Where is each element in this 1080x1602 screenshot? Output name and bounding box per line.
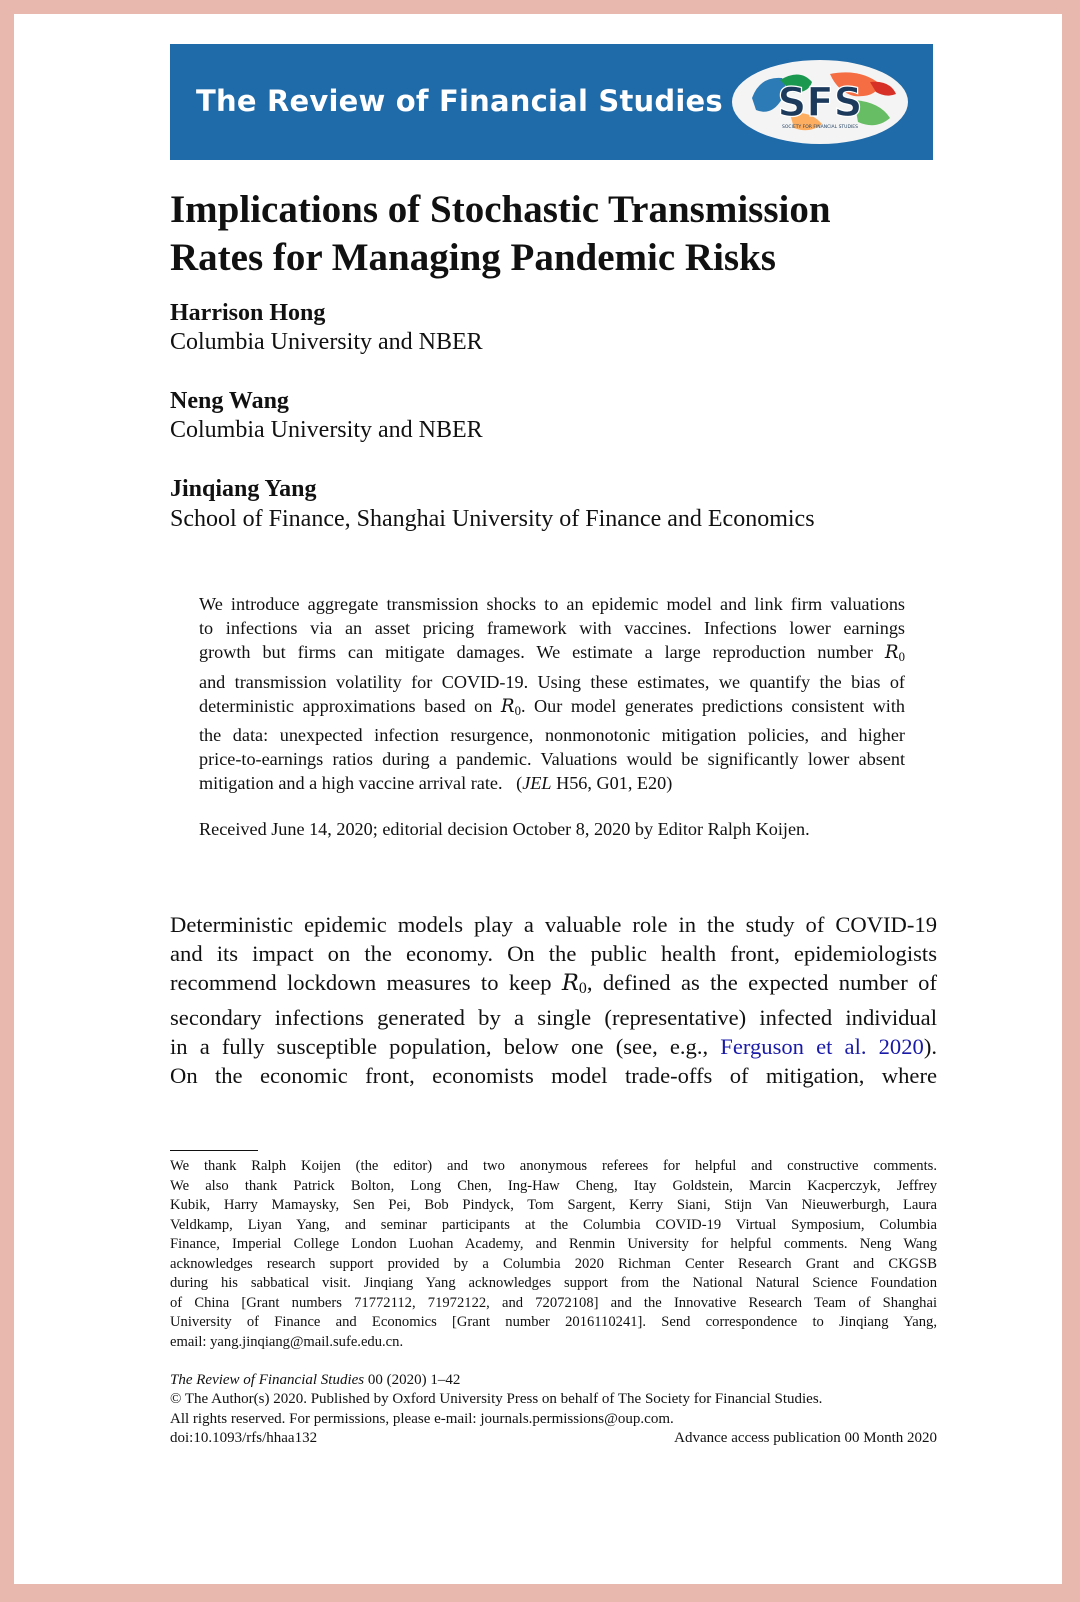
body-line: On the economic front, economists model trade-offs of mitigation, where xyxy=(170,1063,937,1088)
footnote-line: University of Finance and Economics [Grant number 2016110241]. Send correspondence to Jinqiang Yang, xyxy=(170,1314,937,1330)
advance-access: Advance access publication 00 Month 2020 xyxy=(674,1429,937,1446)
citation-link[interactable]: Ferguson et al. 2020 xyxy=(720,1034,924,1059)
author-affiliation-3: School of Finance, Shanghai University of Finance and Economics xyxy=(170,506,815,532)
footnote-line: during his sabbatical visit. Jinqiang Yang acknowledges support from the National Natural Science Foundation xyxy=(170,1275,937,1291)
article-title xyxy=(170,186,937,282)
received-dates: Received June 14, 2020; editorial decision October 8, 2020 by Editor Ralph Koijen. xyxy=(199,819,810,839)
footnote-line: acknowledges research support provided by a Columbia 2020 Richman Center Research Grant and CKGSB xyxy=(170,1255,937,1272)
body-text: recommend lockdown measures to keep xyxy=(170,970,552,995)
body-line: Deterministic epidemic models play a valuable role in the study of COVID-19 xyxy=(170,912,937,937)
abstract xyxy=(199,592,905,796)
r0-subscript: 0 xyxy=(898,650,905,665)
jel-codes: H56, G01, E20) xyxy=(556,773,673,794)
footnote-line: Kubik, Harry Mamaysky, Sen Pei, Bob Pindyck, Tom Sargent, Kerry Siani, Stijn Van Nieuwerburgh, Laura xyxy=(170,1197,937,1213)
title-line-2: Rates for Managing Pandemic Risks xyxy=(170,236,776,279)
logo-text: SFS xyxy=(777,80,863,126)
sfs-logo-icon xyxy=(730,58,910,146)
journal-name: The Review of Financial Studies xyxy=(196,84,723,118)
abstract-line xyxy=(199,640,905,669)
footnote-line: of China [Grant numbers 71772112, 71972122, and 72072108] and the Innovative Research Team of Shanghai xyxy=(170,1294,937,1311)
body-text: in a fully susceptible population, below one (see, e.g., xyxy=(170,1034,709,1059)
doi-row xyxy=(170,1429,937,1448)
footnote-line: Veldkamp, Liyan Yang, and seminar participants at the Columbia COVID-19 Virtual Symposium, Columbia xyxy=(170,1216,937,1233)
abstract-text: deterministic approximations based on xyxy=(199,695,493,716)
title-line-1: Implications of Stochastic Transmission xyxy=(170,188,831,231)
footnote xyxy=(170,1157,937,1352)
abstract-text: growth but firms can mitigate damages. We estimate a large reproduction number xyxy=(199,642,873,663)
citation-line xyxy=(170,1371,937,1390)
body-line: and its impact on the economy. On the public health front, epidemiologists xyxy=(170,941,937,966)
abstract-line: to infections via an asset pricing framework with vaccines. Infections lower earnings xyxy=(199,618,905,639)
body-text: , defined as the expected number of xyxy=(586,970,937,995)
author-name-2: Neng Wang xyxy=(170,388,289,414)
footnote-rule xyxy=(170,1150,258,1151)
body-paragraph xyxy=(170,910,937,1090)
abstract-line xyxy=(199,694,905,723)
r0-symbol: R xyxy=(561,970,579,996)
body-line xyxy=(170,1032,937,1061)
abstract-line: and transmission volatility for COVID-19. Using these estimates, we quantify the bias of xyxy=(199,671,905,692)
publication-meta xyxy=(170,1371,937,1448)
jel-label: JEL xyxy=(522,773,552,794)
copyright-line: © The Author(s) 2020. Published by Oxford University Press on behalf of The Society for Financial Studies. xyxy=(170,1391,823,1408)
author-affiliation-1: Columbia University and NBER xyxy=(170,329,483,355)
footnote-line: Finance, Imperial College London Luohan Academy, and Renmin University for helpful comments. Neng Wang xyxy=(170,1236,937,1252)
abstract-text: . Our model generates predictions consistent with xyxy=(520,695,905,716)
abstract-line: price-to-earnings ratios during a pandemic. Valuations would be significantly lower absent xyxy=(199,749,905,770)
abstract-text: mitigation and a high vaccine arrival rate. xyxy=(199,773,503,794)
abstract-line: the data: unexpected infection resurgence, nonmonotonic mitigation policies, and higher xyxy=(199,725,905,746)
r0-symbol: R xyxy=(500,695,515,717)
author-affiliation-2: Columbia University and NBER xyxy=(170,417,483,443)
author-name-1: Harrison Hong xyxy=(170,300,326,326)
abstract-line: We introduce aggregate transmission shocks to an epidemic model and link firm valuations xyxy=(199,594,905,614)
body-text: ). xyxy=(923,1034,937,1059)
r0-symbol: R xyxy=(884,642,899,664)
volume-pages: 00 (2020) 1–42 xyxy=(367,1372,461,1388)
body-line: secondary infections generated by a single (representative) infected individual xyxy=(170,1005,937,1030)
doi: doi:10.1093/rfs/hhaa132 xyxy=(170,1429,318,1446)
rights-line: All rights reserved. For permissions, please e-mail: journals.permissions@oup.com. xyxy=(170,1410,674,1427)
logo-subtext: SOCIETY FOR FINANCIAL STUDIES xyxy=(782,125,858,130)
footnote-line: We thank Ralph Koijen (the editor) and two anonymous referees for helpful and constructive comments. xyxy=(170,1158,937,1174)
abstract-line: mitigation and a high vaccine arrival rate. (JEL H56, G01, E20) xyxy=(199,773,673,794)
r0-subscript: 0 xyxy=(514,703,521,718)
journal-italic: The Review of Financial Studies xyxy=(170,1372,365,1388)
journal-banner xyxy=(170,44,933,160)
footnote-line: email: yang.jinqiang@mail.sufe.edu.cn. xyxy=(170,1333,404,1350)
body-line xyxy=(170,968,937,1003)
footnote-line: We also thank Patrick Bolton, Long Chen, Ing-Haw Cheng, Itay Goldstein, Marcin Kacperczyk, Jeffrey xyxy=(170,1177,937,1194)
r0-subscript: 0 xyxy=(578,980,587,997)
paper-page xyxy=(14,14,1062,1584)
author-name-3: Jinqiang Yang xyxy=(170,476,317,502)
